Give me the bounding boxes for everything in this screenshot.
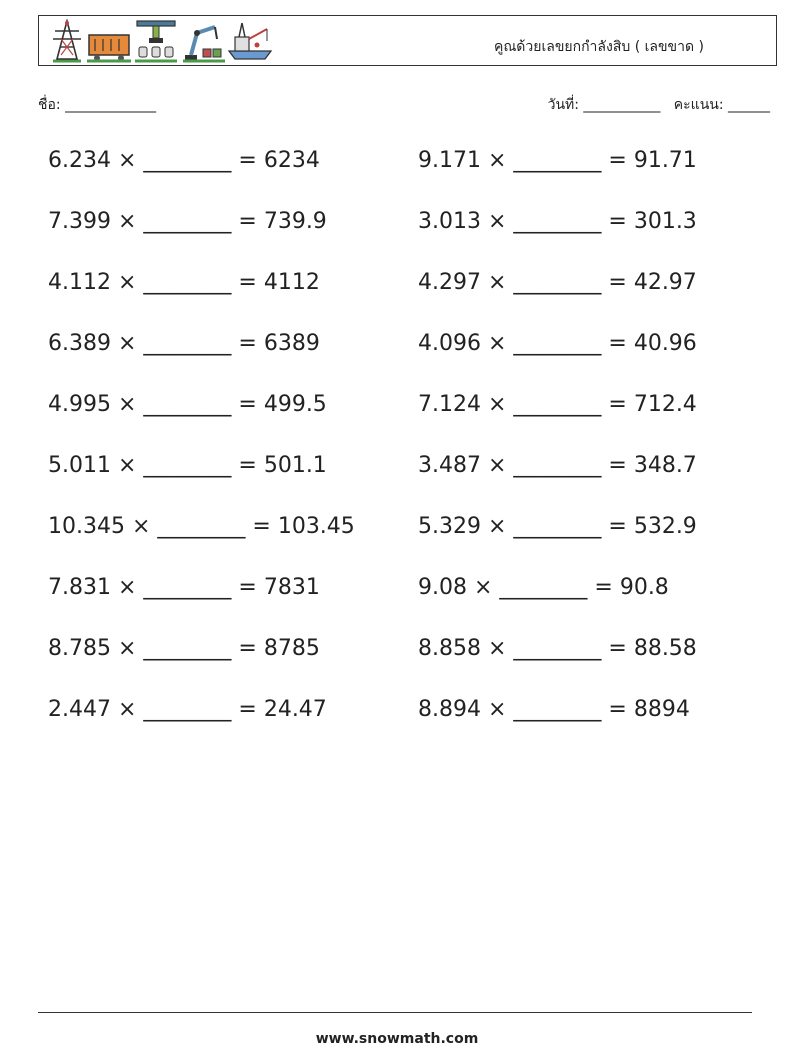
problem-left-3: 4.112 × ________ = 4112 (48, 270, 320, 295)
problem-right-1: 9.171 × ________ = 91.71 (418, 148, 697, 173)
worksheet-header (38, 15, 777, 66)
problem-left-6: 5.011 × ________ = 501.1 (48, 453, 327, 478)
footer-url: www.snowmath.com (315, 1031, 479, 1047)
problem-left-2: 7.399 × ________ = 739.9 (48, 209, 327, 234)
name-field: ชื่อ: _____________ (38, 97, 157, 113)
factory-press-icon (135, 21, 177, 61)
problem-right-5: 7.124 × ________ = 712.4 (418, 392, 697, 417)
problem-left-1: 6.234 × ________ = 6234 (48, 148, 320, 173)
date-score-fields (548, 94, 770, 116)
problem-right-2: 3.013 × ________ = 301.3 (418, 209, 697, 234)
problem-left-9: 8.785 × ________ = 8785 (48, 636, 320, 661)
problem-right-3: 4.297 × ________ = 42.97 (418, 270, 697, 295)
problem-right-10: 8.894 × ________ = 8894 (418, 697, 690, 722)
transmission-tower-icon (53, 21, 81, 61)
problem-left-5: 4.995 × ________ = 499.5 (48, 392, 327, 417)
problem-left-10: 2.447 × ________ = 24.47 (48, 697, 327, 722)
problem-left-4: 6.389 × ________ = 6389 (48, 331, 320, 356)
problem-right-4: 4.096 × ________ = 40.96 (418, 331, 697, 356)
problem-right-9: 8.858 × ________ = 88.58 (418, 636, 697, 661)
problem-right-8: 9.08 × ________ = 90.8 (418, 575, 669, 600)
header-icons (45, 19, 273, 63)
oil-rig-icon (229, 23, 271, 59)
freight-wagon-icon (87, 35, 131, 61)
robot-arm-icon (183, 27, 225, 61)
problem-left-8: 7.831 × ________ = 7831 (48, 575, 320, 600)
footer-divider (38, 1012, 752, 1013)
score-field: คะแนน: ______ (673, 97, 770, 113)
problem-right-6: 3.487 × ________ = 348.7 (418, 453, 697, 478)
date-field: วันที่: ___________ (547, 97, 661, 113)
problem-left-7: 10.345 × ________ = 103.45 (48, 514, 355, 539)
worksheet-title: คูณด้วยเลขยกกำลังสิบ ( เลขขาด ) (493, 39, 704, 55)
problem-right-7: 5.329 × ________ = 532.9 (418, 514, 697, 539)
